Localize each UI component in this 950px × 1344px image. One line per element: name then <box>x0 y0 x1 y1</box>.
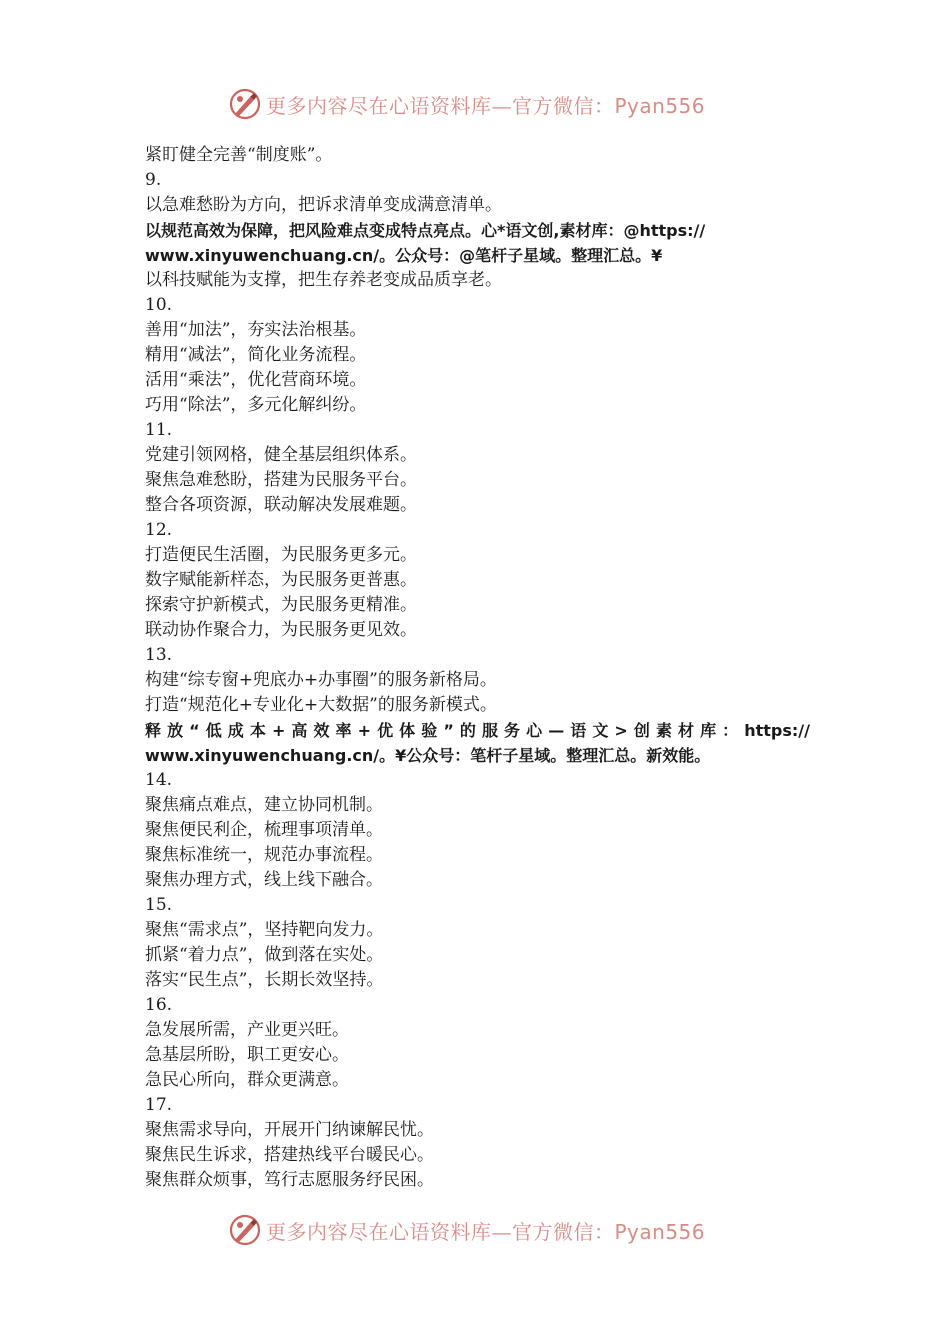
banner-separator: — <box>491 93 512 118</box>
text-line: 以规范高效为保障，把风险难点变成特点亮点。心*语文创,素材库：@https:// <box>145 221 706 240</box>
text-line: 巧用“除法”，多元化解纠纷。 <box>145 395 367 415</box>
text-line: 打造便民生活圈，为民服务更多元。 <box>145 545 417 565</box>
item-number: 9. <box>145 170 162 190</box>
banner-title: 更多内容尽在心语资料库 <box>266 1219 492 1244</box>
item-number: 14. <box>145 770 173 790</box>
text-line: 聚焦标准统一，规范办事流程。 <box>145 845 383 865</box>
banner-text <box>266 1216 705 1245</box>
item-number: 15. <box>145 895 173 915</box>
text-line: 聚焦“需求点”，坚持靶向发力。 <box>145 920 384 940</box>
text-line: 以急难愁盼为方向，把诉求清单变成满意清单。 <box>145 195 502 215</box>
text-line: 急民心所向，群众更满意。 <box>145 1070 349 1090</box>
text-line: 聚焦民生诉求，搭建热线平台暖民心。 <box>145 1145 434 1165</box>
text-line: 善用“加法”，夯实法治根基。 <box>145 320 367 340</box>
banner-separator: — <box>491 1219 512 1244</box>
item-number: 17. <box>145 1095 173 1115</box>
text-line: 急基层所盼，职工更安心。 <box>145 1045 349 1065</box>
text-line: www.xinyuwenchuang.cn/。公众号：@笔杆子星域。整理汇总。¥ <box>145 246 663 265</box>
pen-logo-icon <box>228 1213 262 1247</box>
footer-banner <box>0 1210 950 1250</box>
banner-text <box>266 90 705 119</box>
pen-logo-icon <box>228 87 262 121</box>
banner-wechat-label: 官方微信： <box>512 1219 615 1244</box>
banner-wechat-label: 官方微信： <box>512 93 615 118</box>
item-number: 10. <box>145 295 173 315</box>
text-line: 以科技赋能为支撑，把生存养老变成品质享老。 <box>145 270 502 290</box>
text-line: 探索守护新模式，为民服务更精准。 <box>145 595 417 615</box>
text-line: 落实“民生点”，长期长效坚持。 <box>145 970 384 990</box>
text-line: 聚焦需求导向，开展开门纳谏解民忧。 <box>145 1120 434 1140</box>
banner-wechat-id: Pyan556 <box>614 1219 706 1244</box>
text-line: 数字赋能新样态，为民服务更普惠。 <box>145 570 417 590</box>
text-line: 抓紧“着力点”，做到落在实处。 <box>145 945 384 965</box>
banner-wechat-id: Pyan556 <box>614 93 706 118</box>
text-line: 聚焦痛点难点，建立协同机制。 <box>145 795 383 815</box>
text-line: 聚焦群众烦事，笃行志愿服务纾民困。 <box>145 1170 434 1190</box>
text-line: www.xinyuwenchuang.cn/。¥公众号：笔杆子星域。整理汇总。新效能。 <box>145 746 711 765</box>
text-line: 联动协作聚合力，为民服务更见效。 <box>145 620 417 640</box>
banner-title: 更多内容尽在心语资料库 <box>266 93 492 118</box>
item-number: 16. <box>145 995 173 1015</box>
text-line: 聚焦急难愁盼，搭建为民服务平台。 <box>145 470 417 490</box>
item-number: 11. <box>145 420 173 440</box>
text-line: 整合各项资源，联动解决发展难题。 <box>145 495 417 515</box>
text-line: 聚焦办理方式，线上线下融合。 <box>145 870 383 890</box>
item-number: 12. <box>145 520 173 540</box>
text-line: 释放“低成本+高效率+优体验”的服务心—语文>创素材库：https:// <box>145 721 810 740</box>
header-banner <box>0 84 950 124</box>
text-line: 活用“乘法”，优化营商环境。 <box>145 370 367 390</box>
text-line: 构建“综专窗+兜底办+办事圈”的服务新格局。 <box>145 670 497 690</box>
text-line: 党建引领网格，健全基层组织体系。 <box>145 445 417 465</box>
text-line: 紧盯健全完善“制度账”。 <box>145 145 333 165</box>
text-line: 打造“规范化+专业化+大数据”的服务新模式。 <box>145 695 497 715</box>
text-line: 急发展所需，产业更兴旺。 <box>145 1020 349 1040</box>
text-line: 精用“减法”，简化业务流程。 <box>145 345 367 365</box>
item-number: 13. <box>145 645 173 665</box>
text-line: 聚焦便民利企，梳理事项清单。 <box>145 820 383 840</box>
document-body <box>145 143 810 1193</box>
